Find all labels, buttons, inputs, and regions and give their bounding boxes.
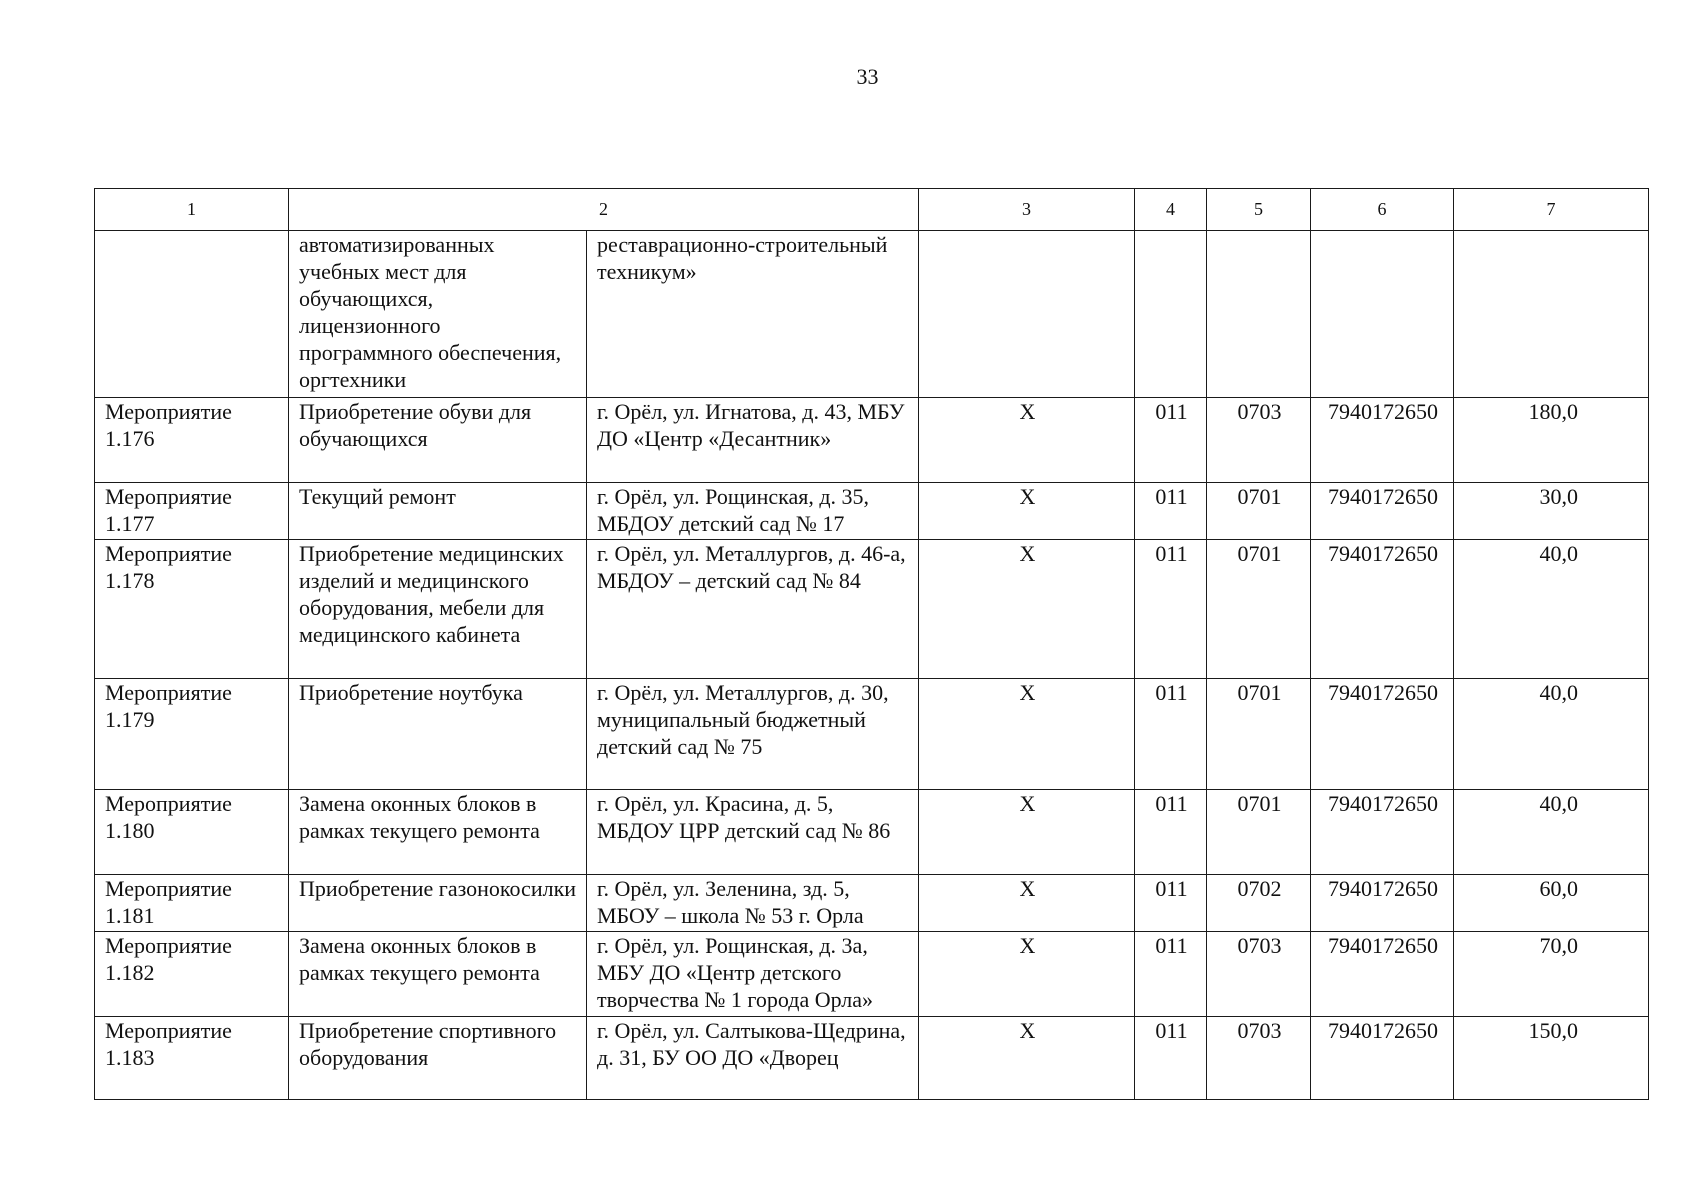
table-row [95,932,1649,1017]
col4-cell [1135,231,1207,398]
col4-cell: 011 [1135,875,1207,932]
table-row [95,483,1649,540]
description-cell: Текущий ремонт [289,483,587,540]
col5-cell: 0701 [1207,790,1311,875]
col3-cell: Х [919,932,1135,1017]
event-id-cell: Мероприятие 1.180 [95,790,289,875]
col7-cell: 30,0 [1454,483,1649,540]
address-cell: реставрационно-строительный техникум» [587,231,919,398]
event-id-cell: Мероприятие 1.179 [95,679,289,790]
col6-cell: 7940172650 [1311,398,1454,483]
col5-cell: 0701 [1207,540,1311,679]
col4-cell: 011 [1135,679,1207,790]
address-cell: г. Орёл, ул. Металлургов, д. 46-а, МБДОУ – детский сад № 84 [587,540,919,679]
col6-cell: 7940172650 [1311,790,1454,875]
table-header-row [95,189,1649,231]
address-cell: г. Орёл, ул. Красина, д. 5, МБДОУ ЦРР детский сад № 86 [587,790,919,875]
col4-cell: 011 [1135,483,1207,540]
col3-cell: Х [919,875,1135,932]
col3-cell [919,231,1135,398]
address-cell: г. Орёл, ул. Игнатова, д. 43, МБУ ДО «Центр «Десантник» [587,398,919,483]
budget-table [94,188,1649,1100]
address-cell: г. Орёл, ул. Рощинская, д. 35, МБДОУ детский сад № 17 [587,483,919,540]
col3-cell: Х [919,483,1135,540]
col5-cell: 0701 [1207,679,1311,790]
col4-cell: 011 [1135,540,1207,679]
table-row [95,1017,1649,1100]
header-cell-3: 3 [919,189,1135,231]
col5-cell: 0701 [1207,483,1311,540]
col4-cell: 011 [1135,398,1207,483]
header-cell-5: 5 [1207,189,1311,231]
event-id-cell: Мероприятие 1.177 [95,483,289,540]
col6-cell: 7940172650 [1311,540,1454,679]
event-id-cell: Мероприятие 1.178 [95,540,289,679]
description-cell: Приобретение газонокосилки [289,875,587,932]
col5-cell: 0703 [1207,398,1311,483]
col5-cell: 0702 [1207,875,1311,932]
description-cell: Приобретение обуви для обучающихся [289,398,587,483]
description-cell: Приобретение медицинских изделий и медицинского оборудования, мебели для медицинского кабинета [289,540,587,679]
col4-cell: 011 [1135,1017,1207,1100]
address-cell: г. Орёл, ул. Зеленина, зд. 5, МБОУ – школа № 53 г. Орла [587,875,919,932]
address-cell: г. Орёл, ул. Салтыкова-Щедрина, д. 31, БУ ОО ДО «Дворец [587,1017,919,1100]
col6-cell: 7940172650 [1311,483,1454,540]
event-id-cell: Мероприятие 1.182 [95,932,289,1017]
header-cell-6: 6 [1311,189,1454,231]
col5-cell: 0703 [1207,932,1311,1017]
description-cell: Замена оконных блоков в рамках текущего ремонта [289,790,587,875]
col6-cell: 7940172650 [1311,679,1454,790]
page-number: 33 [856,64,879,89]
col4-cell: 011 [1135,790,1207,875]
col5-cell: 0703 [1207,1017,1311,1100]
description-cell: автоматизированных учебных мест для обучающихся, лицензионного программного обеспечения, оргтехники [289,231,587,398]
table-row [95,398,1649,483]
col3-cell: Х [919,1017,1135,1100]
event-id-cell: Мероприятие 1.176 [95,398,289,483]
col7-cell: 40,0 [1454,790,1649,875]
table-row [95,231,1649,398]
col4-cell: 011 [1135,932,1207,1017]
description-cell: Приобретение спортивного оборудования [289,1017,587,1100]
col7-cell: 70,0 [1454,932,1649,1017]
col7-cell [1454,231,1649,398]
col7-cell: 150,0 [1454,1017,1649,1100]
table-row [95,679,1649,790]
col7-cell: 180,0 [1454,398,1649,483]
col6-cell: 7940172650 [1311,875,1454,932]
col6-cell [1311,231,1454,398]
address-cell: г. Орёл, ул. Рощинская, д. 3а, МБУ ДО «Центр детского творчества № 1 города Орла» [587,932,919,1017]
table-row [95,790,1649,875]
header-cell-7: 7 [1454,189,1649,231]
table-row [95,875,1649,932]
col3-cell: Х [919,398,1135,483]
header-cell-2: 2 [289,189,919,231]
col3-cell: Х [919,679,1135,790]
header-cell-4: 4 [1135,189,1207,231]
col3-cell: Х [919,790,1135,875]
col7-cell: 60,0 [1454,875,1649,932]
table-row [95,540,1649,679]
col3-cell: Х [919,540,1135,679]
col6-cell: 7940172650 [1311,1017,1454,1100]
col5-cell [1207,231,1311,398]
col7-cell: 40,0 [1454,540,1649,679]
description-cell: Замена оконных блоков в рамках текущего ремонта [289,932,587,1017]
event-id-cell: Мероприятие 1.181 [95,875,289,932]
col6-cell: 7940172650 [1311,932,1454,1017]
header-cell-1: 1 [95,189,289,231]
event-id-cell [95,231,289,398]
description-cell: Приобретение ноутбука [289,679,587,790]
event-id-cell: Мероприятие 1.183 [95,1017,289,1100]
col7-cell: 40,0 [1454,679,1649,790]
address-cell: г. Орёл, ул. Металлургов, д. 30, муниципальный бюджетный детский сад № 75 [587,679,919,790]
